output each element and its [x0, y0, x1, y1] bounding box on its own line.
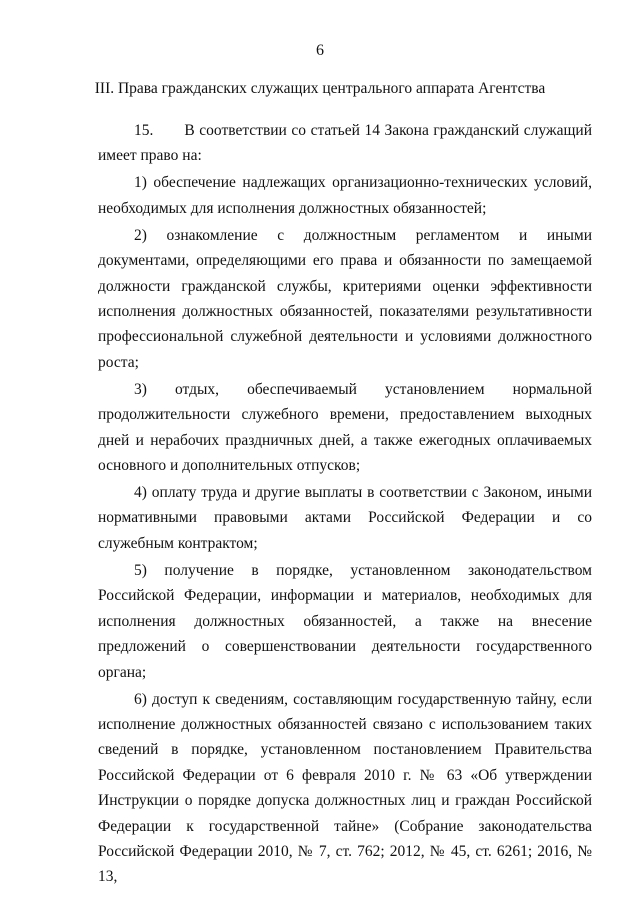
page-number: 6 — [316, 42, 324, 59]
paragraph-15: 15. В соответствии со статьей 14 Закона гражданский служащий имеет право на: — [98, 122, 592, 165]
paragraph-item-3: 3) отдых, обеспечиваемый установлением нормальной продолжительности служебного времени, предоставлением выходных дней и нерабочих праздничных дней, а также ежегодных оплачиваемых основного и дополнительных отпусков; — [98, 380, 592, 475]
paragraph-item-5: 5) получение в порядке, установленном законодательством Российской Федерации, информации и материалов, необходимых для исполнения должностных обязанностей, а также на внесение предложений о совершенствовании деятельности государственного органа; — [98, 561, 592, 681]
section-heading: III. Права гражданских служащих центрального аппарата Агентства — [94, 80, 546, 97]
paragraph-item-6: 6) доступ к сведениям, составляющим государственную тайну, если исполнение должностных обязанностей связано с использованием таких сведений в порядке, установленном постановлением Правительства Российской Федерации от 6 февраля 2010 г. № 63 «Об утверждении Инструкции о порядке допуска должностных лиц и граждан Российской Федерации к государственной тайне» (Собрание законодательства Российской Федерации 2010, № 7, ст. 762; 2012, № 45, ст. 6261; 2016, № 13, — [98, 690, 592, 886]
paragraph-item-4: 4) оплату труда и другие выплаты в соответствии с Законом, иными нормативными правовыми актами Российской Федерации и со служебным контрактом; — [98, 484, 592, 552]
body-text — [98, 118, 592, 891]
paragraph-item-2: 2) ознакомление с должностным регламентом и иными документами, определяющими его права и обязанности по замещаемой должности гражданской службы, критериями оценки эффективности исполнения должностных обязанностей, показателями результативности профессиональной служебной деятельности и условиями должностного роста; — [98, 226, 592, 371]
paragraph-item-1: 1) обеспечение надлежащих организационно-технических условий, необходимых для исполнения должностных обязанностей; — [98, 174, 592, 217]
